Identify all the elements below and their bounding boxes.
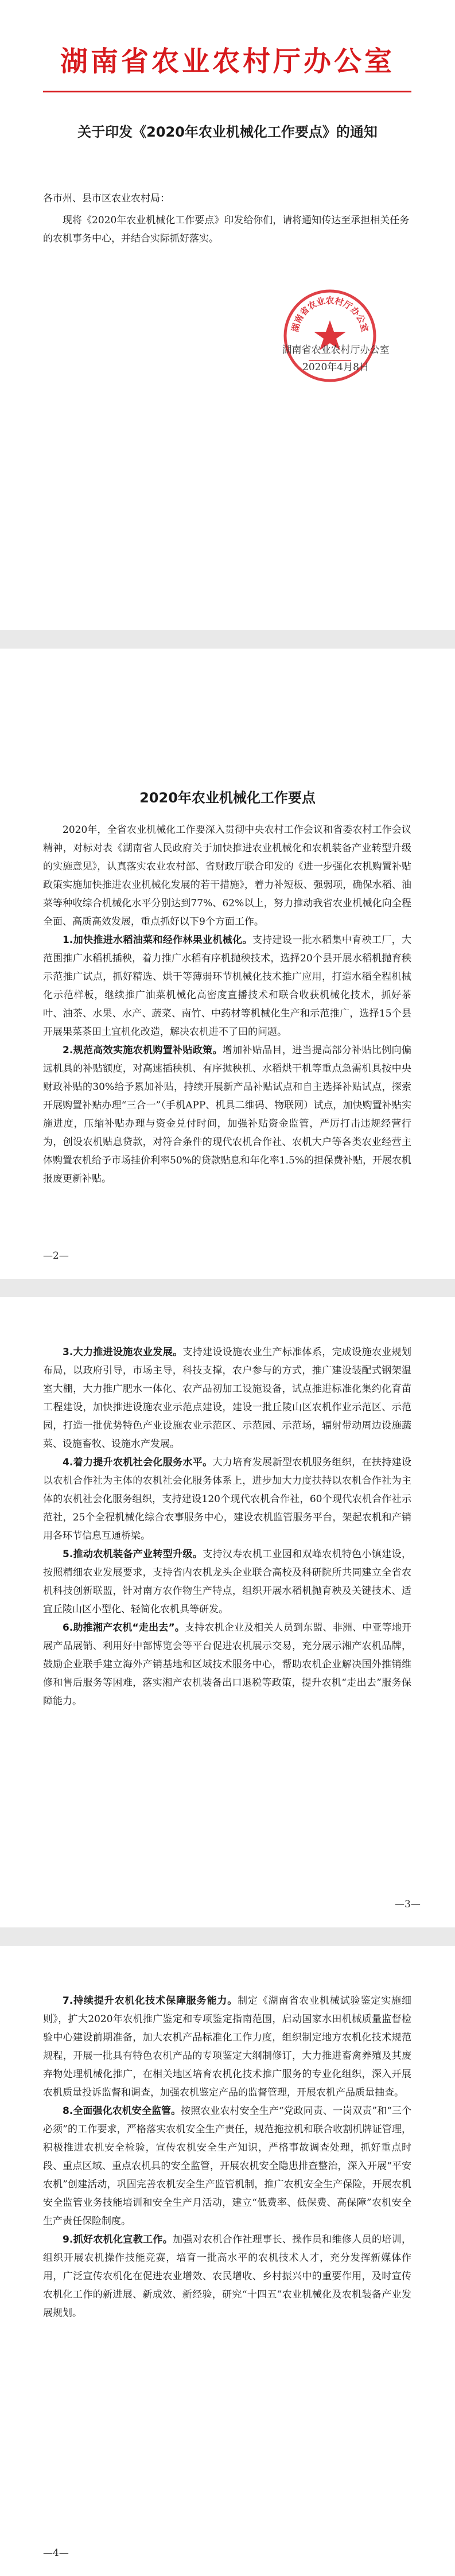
svg-text:湖南省农业农村厅办公室: 湖南省农业农村厅办公室: [290, 295, 370, 333]
work-item-8-head: 8.全面强化农机安全监管。: [63, 2105, 181, 2117]
seal-block: [258, 287, 413, 402]
work-item-2-head: 2.规范高效实施农机购置补贴政策。: [63, 1045, 223, 1056]
work-item-3-head: 3.大力推进设施农业发展。: [63, 1347, 183, 1358]
work-item-7-text: 制定《湖南省农业机械试验鉴定实施细则》，扩大2020年农机推广鉴定和专项鉴定指南范围，启动国家水田机械质量监督检验中心建设前期准备，加大农机产品标准化工作力度，组织制定地方农机化技术规范规程，开展一批具有特色农机产品的专项鉴定大纲制修订，大力推进畜禽养殖及其废弃物处理机械化推广，在相关地区培育农机化技术推广服务的专业化组织，深入开展农机质量投诉监督和调查，加强农机鉴定产品的监督管理，开展农机产品质量抽查。: [43, 1995, 411, 2098]
work-item-5: [43, 1545, 411, 1619]
work-item-9: [43, 2230, 411, 2322]
work-item-5-text: 支持汉寿农机工业园和双峰农机特色小镇建设，按照精细农业发展要求，支持省内农机龙头企业联合高校及科研院所共同建立全省农机科技创新联盟，针对南方农作物生产特点，组织开展水稻机抛育秧及关键技术、适宜丘陵山区小型化、轻简化农机具等研发。: [43, 1549, 411, 1615]
work-item-6-head: 6.助推湘产农机“走出去”。: [63, 1622, 185, 1634]
document-header-title: 湖南省农业农村厅办公室: [60, 45, 395, 77]
work-item-3: [43, 1343, 411, 1453]
document-page-1: [0, 0, 455, 630]
work-item-2-text: 增加补贴品目，进当提高部分补贴比例向偏远机具的补贴额度，对高速插秧机、有序抛秧机、水稻烘干机等重点急需机具按中央财政补贴的30%给予累加补贴，持续开展新产品补贴试点和自主选择补贴试点，探索开展购置补贴办理“三合一”（手机APP、机具二维码、物联网）试点，加快购置补贴实施进度，压缩补贴办理与资金兑付时间，加强补贴资金监管，严厉打击违规经营行为，创设农机贴息贷款，对符合条件的现代农机合作社、农机大户等各类农业经营主体购置农机给予市场挂价利率50%的贷款贴息和年化率1.5%的担保费补贴，开展农机报废更新补贴。: [43, 1045, 411, 1185]
notice-salutation: 各市州、县市区农业农村局：: [43, 193, 170, 204]
work-item-8: [43, 2102, 411, 2230]
work-item-6-text: 支持农机企业及相关人员到东盟、非洲、中亚等地开展产品展销、利用好中部博览会等平台促进农机展示交易，充分展示湘产农机品牌，鼓励企业联手建立海外产销基地和区域技术服务中心，帮助农机企业解决国外推销维修和售后服务等困难，落实湘产农机装备出口退税等政策，提升农机“走出去”服务保障能力。: [43, 1622, 411, 1707]
header-red-rule: [43, 91, 411, 92]
page-number: —4—: [43, 2547, 69, 2559]
page-2-content: [43, 821, 411, 1188]
document-page-3: [0, 1297, 455, 1927]
work-item-1: [43, 931, 411, 1041]
page-4-content: [43, 1992, 411, 2322]
work-item-5-head: 5.推动农机装备产业转型升级。: [63, 1549, 203, 1560]
attachment-intro: 2020年，全省农业机械化工作要深入贯彻中央农村工作会议和省委农村工作会议精神，对标对表《湖南省人民政府关于加快推进农业机械化和农机装备产业转型升级的实施意见》，认真落实农业农村部、省财政厅联合印发的《进一步强化农机购置补贴政策实施加快推进农业机械化发展的若干措施》，着力补短板、强弱项，确保水稻、油菜等种收综合机械化水平分别达到77%、62%以上，努力推动我省农业机械化向全程全面、高质高效发展，重点抓好以下9个方面工作。: [43, 824, 411, 928]
page-number: —3—: [395, 1899, 421, 1910]
work-item-7-head: 7.持续提升农机化技术保障服务能力。: [63, 1995, 238, 2007]
work-item-6: [43, 1619, 411, 1710]
work-item-9-head: 9.抓好农机化宣教工作。: [63, 2234, 173, 2245]
work-item-1-head: 1.加快推进水稻油菜和经作林果业机械化。: [63, 934, 252, 946]
work-item-8-text: 按照农业农村安全生产“党政同责、一岗双责”和“三个必须”的工作要求，严格落实农机安全生产责任，规范拖拉机和联合收割机牌证管理，积极推进农机安全检验，宣传农机安全生产知识，严格事故调查处理，抓好重点时段、重点区域、重点农机具的安全监管，开展农机安全隐患排查整治，深入开展“平安农机”创建活动，巩固完善农机安全生产监管机制，推广农机安全生产保险，开展农机安全监管业务技能培训和安全生产月活动，建立“低费率、低保费、高保障”农机安全生产责任保险制度。: [43, 2105, 411, 2227]
notice-body: 现将《2020年农业机械化工作要点》印发给你们，请将通知传达至承担相关任务的农机事务中心，并结合实际抓好落实。: [43, 215, 410, 245]
notice-signature: 湖南省农业农村厅办公室: [282, 344, 390, 356]
work-item-4-text: 大力培育发展新型农机服务组织，在扶持建设以农机合作社为主体的农机社会化服务体系上，进步加大力度扶持以农机合作社为主体的农机社会化服务组织，支持建设120个现代农机合作社，60个现代农机合作社示范社，25个全程机械化综合农事服务中心，建设农机监管服务平台，架起农机和产销用各环节信息互通桥梁。: [43, 1457, 411, 1542]
work-item-2: [43, 1041, 411, 1188]
document-page-4: [0, 1946, 455, 2576]
attachment-title: 2020年农业机械化工作要点: [139, 790, 316, 806]
page-3-content: [43, 1343, 411, 1710]
work-item-4: [43, 1453, 411, 1545]
work-item-9-text: 加强对农机合作社理事长、操作员和维修人员的培训，组织开展农机操作技能竞赛，培育一批高水平的农机技术人才，充分发挥新媒体作用，广泛宣传农机化在促进农业增效、农民增收、乡村振兴中的重要作用，及时宣传农机化工作的新进展、新成效、新经验，研究“十四五”农业机械化及农机装备产业发展规划。: [43, 2234, 411, 2319]
work-item-4-head: 4.着力提升农机社会化服务水平。: [63, 1457, 213, 1468]
work-item-1-text: 支持建设一批水稻集中育秧工厂，大范围推广水稻机插秧，着力推广水稻有序机抛秧技术，选择20个县开展水稻机抛育秧示范推广试点，抓好精选、烘干等薄弱环节机械化技术推广应用，打造水稻全程机械化示范样板，继续推广油菜机械化高密度直播技术和联合收获机械化技术，抓好茶叶、油茶、水果、水产、蔬菜、南竹、中药材等机械化生产和示范推广，选择15个县开展果菜茶田土宜机化改造，解决农机进不了田的问题。: [43, 934, 411, 1038]
document-page-2: [0, 649, 455, 1279]
work-item-3-text: 支持建设设施农业生产标准体系，完成设施农业规划布局，以政府引导，市场主导，科技支撑，农户参与的方式，推广建设装配式钢架温室大棚，大力推广肥水一体化、农产品初加工设施设备，试点推进标准化集约化育苗工程建设，加快推进设施农业示范点建设，建设一批丘陵山区农机作业示范区、示范园，打造一批优势特色产业设施农业示范区、示范园、示范场，辐射带动周边设施蔬菜、设施畜牧、设施水产发展。: [43, 1347, 411, 1450]
page-number: —2—: [43, 1250, 69, 1262]
notice-date: 2020年4月8日: [302, 362, 369, 373]
notice-title: 关于印发《2020年农业机械化工作要点》的通知: [77, 124, 378, 140]
work-item-7: [43, 1992, 411, 2102]
